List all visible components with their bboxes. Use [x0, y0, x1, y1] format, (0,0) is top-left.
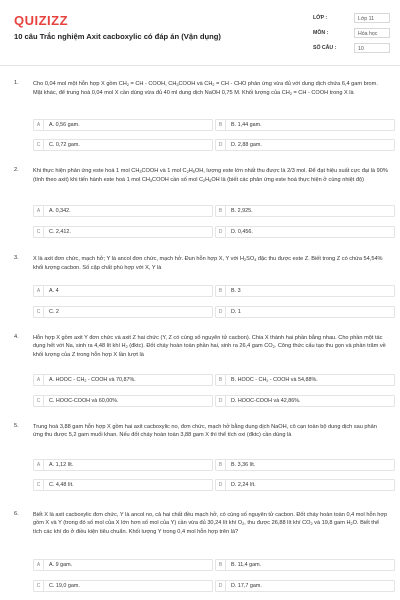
question-text: X là axit đơn chức, mạch hở; Y là ancol đơn chức, mạch hở. Đun hỗn hợp X, Y với $H_2SO_4$ đặc thu được este Z. Biết trong Z có chứa 54,54% khối lượng cacbon. Số cặp chất phù hợp với X, Y là [33, 256, 383, 271]
option-letter: D [216, 396, 226, 407]
option-a[interactable] [33, 285, 213, 297]
option-letter: A [34, 120, 44, 131]
class-value: Lớp 11 [354, 13, 390, 23]
option-letter: C [34, 581, 44, 592]
option-letter: A [34, 286, 44, 297]
question-number: 6. [14, 511, 19, 517]
option-text: B. 3 [231, 288, 241, 294]
option-text: D. HOOC-COOH và 42,86%. [231, 398, 301, 404]
question-text: Hỗn hợp X gồm axit Y đơn chức và axit Z hai chức (Y, Z có cùng số nguyên tử cacbon). Chia X thành hai phần bằng nhau. Cho phần một tác dụng hết với Na, sinh ra 4,48 lít khí $H_2$ (đktc). Đốt cháy hoàn toàn phần hai, sinh ra 26,4 gam $CO_2$. Công thức cấu tạo thu gọn và phần trăm về khối lượng của Z trong hỗn hợp X lần lượt là [33, 335, 386, 358]
option-text: B. HOOC - $CH_2$ - COOH và 54,88%. [231, 377, 318, 383]
option-text: C. 4,48 lít. [49, 482, 74, 488]
option-c[interactable] [33, 306, 213, 318]
question-number: 3. [14, 255, 19, 261]
option-text: C. HOOC-COOH và 60,00%. [49, 398, 119, 404]
option-d[interactable] [215, 226, 395, 238]
document-title: 10 câu Trắc nghiệm Axit cacboxylic có đáp án (Vận dụng) [14, 32, 221, 41]
count-value: 10 [354, 43, 390, 53]
question-text: Trung hoà 3,88 gam hỗn hợp X gồm hai axit cacboxylic no, đơn chức, mạch hở bằng dung dịch NaOH, cô cạn toàn bộ dung dịch sau phản ứng thu được 5,2 gam muối khan. Nếu đốt cháy hoàn toàn 3,88 gam X thì thể tích oxi (đktc) cần dùng là [33, 424, 377, 438]
option-letter: D [216, 227, 226, 238]
option-b[interactable] [215, 205, 395, 217]
option-text: B. 2,925. [231, 208, 253, 214]
option-d[interactable] [215, 580, 395, 592]
option-letter: A [34, 206, 44, 217]
option-c[interactable] [33, 395, 213, 407]
option-text: C. 2 [49, 309, 59, 315]
option-letter: D [216, 140, 226, 151]
question-number: 2. [14, 167, 19, 173]
option-c[interactable] [33, 580, 213, 592]
option-b[interactable] [215, 374, 395, 386]
option-text: A. HOOC - $CH_2$ - COOH và 70,87%. [49, 377, 136, 383]
option-text: C. 0,72 gam. [49, 142, 80, 148]
option-a[interactable] [33, 374, 213, 386]
option-text: B. 1,44 gam. [231, 122, 262, 128]
question-text: Khi thực hiện phản ứng este hoá 1 mol $CH_3COOH$ và 1 mol $C_2H_5OH$, lượng este lớn nhất thu được là 2/3 mol. Để đạt hiệu suất cực đại là 90% (tính theo axit) khi tiến hành este hoá 1 mol $CH_3COOH$ cần số mol $C_2H_5OH$ là (biết các phản ứng este hoá thực hiện ở cùng nhiệt độ) [33, 168, 388, 183]
option-letter: C [34, 480, 44, 491]
option-b[interactable] [215, 119, 395, 131]
option-letter: D [216, 581, 226, 592]
option-text: B. 3,36 lít. [231, 462, 256, 468]
option-b[interactable] [215, 459, 395, 471]
option-a[interactable] [33, 559, 213, 571]
class-label: LỚP : [313, 15, 328, 21]
quizizz-logo: QUIZIZZ [14, 13, 69, 28]
subject-label: MÔN : [313, 30, 329, 36]
option-a[interactable] [33, 205, 213, 217]
option-text: C. 2,412. [49, 229, 71, 235]
option-letter: B [216, 460, 226, 471]
option-text: A. 0,342. [49, 208, 71, 214]
option-letter: D [216, 480, 226, 491]
option-letter: A [34, 460, 44, 471]
question-text: Cho 0,04 mol một hỗn hợp X gồm $CH_2$ = CH - COOH, $CH_3COOH$ và $CH_2$ = CH - CHO phản ứng vừa đủ với dung dịch chứa 6,4 gam brom. Mặt khác, để trung hoà 0,04 mol X cần dùng vừa đủ 40 ml dung dịch NaOH 0,75 M. Khối lượng của $CH_2$ = CH - COOH trong X là [33, 81, 378, 96]
meta-row-class [313, 13, 391, 25]
option-text: D. 2,24 lít. [231, 482, 256, 488]
option-letter: C [34, 227, 44, 238]
meta-row-subject [313, 28, 391, 40]
option-letter: B [216, 375, 226, 386]
option-text: B. 11,4 gam. [231, 562, 262, 568]
option-c[interactable] [33, 139, 213, 151]
option-text: D. 17,7 gam. [231, 583, 262, 589]
option-text: D. 2,88 gam. [231, 142, 262, 148]
count-label: SỐ CÂU : [313, 45, 337, 51]
question-text: Biết X là axit cacboxylic đơn chức, Y là ancol no, cả hai chất đều mạch hở, có cùng số nguyên tử cacbon. Đốt cháy hoàn toàn 0,4 mol hỗn hợp gồm X và Y (trong đó số mol của X lớn hơn số mol của Y) cần vừa đủ 30,24 lít khí $O_2$, thu được 26,88 lít khí $CO_2$ và 19,8 gam $H_2O$. Biết thể tích các khí đo ở điều kiện tiêu chuẩn. Khối lượng Y trong 0,4 mol hỗn hợp trên là? [33, 512, 388, 535]
question-number: 5. [14, 423, 19, 429]
meta-row-count [313, 43, 391, 55]
option-text: D. 0,456. [231, 229, 253, 235]
subject-value: Hóa học [354, 28, 390, 38]
option-letter: C [34, 307, 44, 318]
option-letter: A [34, 375, 44, 386]
option-letter: B [216, 286, 226, 297]
option-d[interactable] [215, 479, 395, 491]
option-text: D. 1 [231, 309, 241, 315]
option-b[interactable] [215, 285, 395, 297]
option-text: A. 4 [49, 288, 59, 294]
option-d[interactable] [215, 395, 395, 407]
option-b[interactable] [215, 559, 395, 571]
option-letter: B [216, 206, 226, 217]
option-text: A. 1,12 lít. [49, 462, 74, 468]
option-text: A. 0,56 gam. [49, 122, 80, 128]
option-letter: D [216, 307, 226, 318]
option-c[interactable] [33, 479, 213, 491]
option-c[interactable] [33, 226, 213, 238]
option-text: A. 9 gam. [49, 562, 73, 568]
option-letter: C [34, 140, 44, 151]
option-letter: B [216, 560, 226, 571]
option-d[interactable] [215, 139, 395, 151]
option-d[interactable] [215, 306, 395, 318]
question-number: 1. [14, 80, 19, 86]
header-divider [0, 65, 400, 66]
option-letter: C [34, 396, 44, 407]
option-text: C. 19,0 gam. [49, 583, 80, 589]
option-letter: A [34, 560, 44, 571]
question-number: 4. [14, 334, 19, 340]
page-header [0, 0, 400, 60]
option-a[interactable] [33, 459, 213, 471]
option-letter: B [216, 120, 226, 131]
option-a[interactable] [33, 119, 213, 131]
